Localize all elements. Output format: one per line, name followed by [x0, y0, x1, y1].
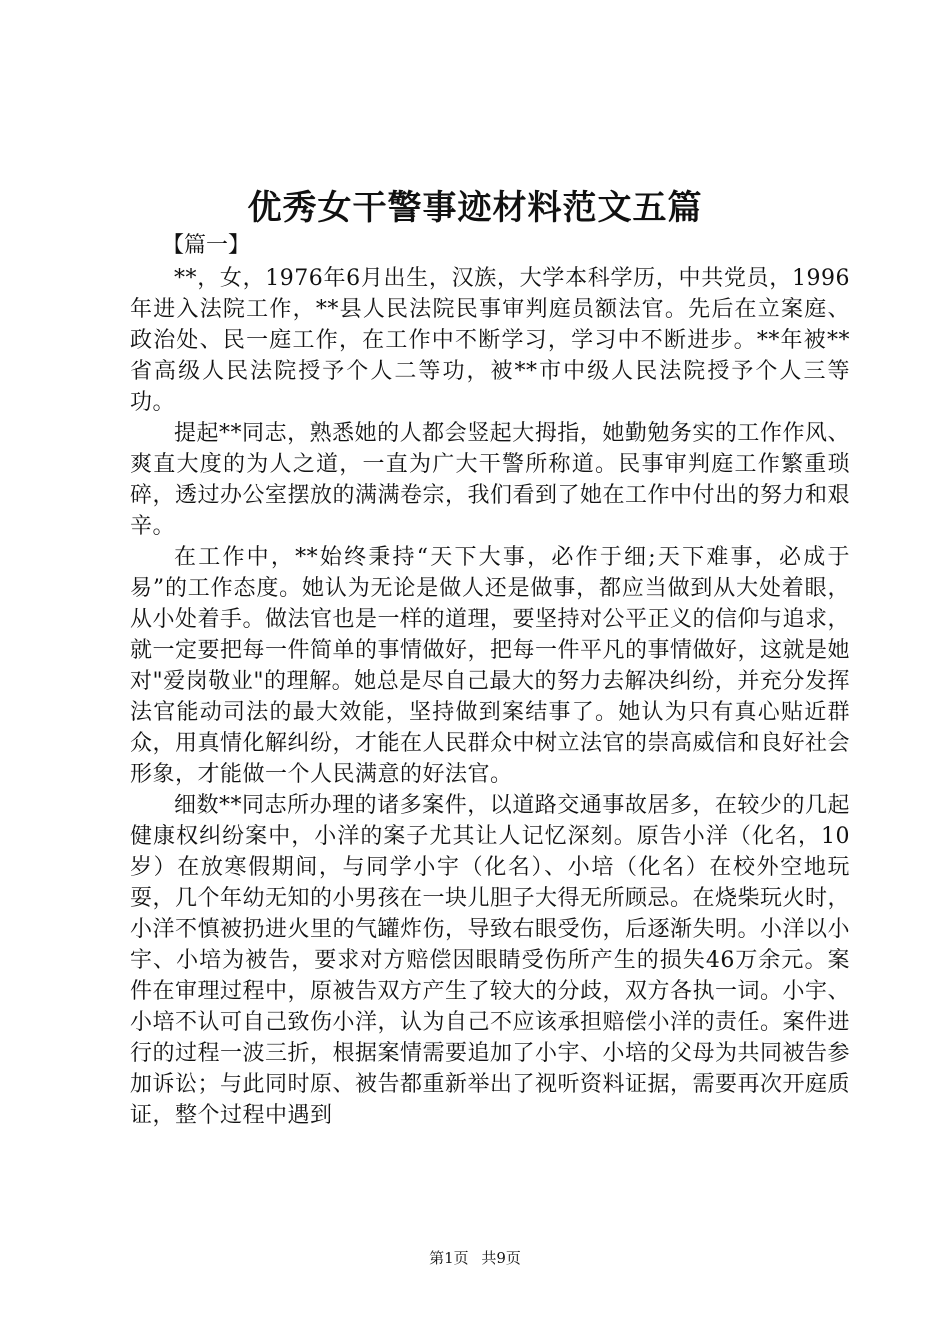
document-title: 优秀女干警事迹材料范文五篇	[247, 188, 703, 228]
paragraph-4: 细数**同志所办理的诸多案件，以道路交通事故居多，在较少的几起健康权纠纷案中，小洋的案子尤其让人记忆深刻。原告小洋（化名，10岁）在放寒假期间，与同学小宇（化名）、小培（化名）在校外空地玩耍，几个年幼无知的小男孩在一块儿胆子大得无所顾忌。在烧柴玩火时，小洋不慎被扔进火里的气罐炸伤，导致右眼受伤，后逐渐失明。小洋以小宇、小培为被告，要求对方赔偿因眼睛受伤所产生的损失46万余元。案件在审理过程中，原被告双方产生了较大的分歧，双方各执一词。小宇、小培不认可自己致伤小洋，认为自己不应该承担赔偿小洋的责任。案件进行的过程一波三折，根据案情需要追加了小宇、小培的父母为共同被告参加诉讼；与此同时原、被告都重新举出了视听资料证据，需要再次开庭质证，整个过程中遇到	[130, 793, 851, 1128]
paragraph-1: **，女，1976年6月出生，汉族，大学本科学历，中共党员，1996年进入法院工作，**县人民法院民事审判庭员额法官。先后在立案庭、政治处、民一庭工作，在工作中不断学习，学习中不断进步。**年被**省高级人民法院授予个人二等功，被**市中级人民法院授予个人三等功。	[130, 266, 850, 415]
page-footer	[0, 1248, 950, 1268]
section-label: 【篇一】	[162, 233, 251, 258]
paragraph-2: 提起**同志，熟悉她的人都会竖起大拇指，她勤勉务实的工作作风、爽直大度的为人之道，一直为广大干警所称道。民事审判庭工作繁重琐碎，透过办公室摆放的满满卷宗，我们看到了她在工作中付出的努力和艰辛。	[130, 421, 851, 539]
page-number-current: 第1页	[429, 1249, 469, 1267]
paragraph-3: 在工作中，**始终秉持“天下大事，必作于细;天下难事，必成于易”的工作态度。她认为无论是做人还是做事，都应当做到从大处着眼，从小处着手。做法官也是一样的道理，要坚持对公平正义的信仰与追求，就一定要把每一件简单的事情做好，把每一件平凡的事情做好，这就是她对"爱岗敬业"的理解。她总是尽自己最大的努力去解决纠纷，并充分发挥法官能动司法的最大效能，坚持做到案结事了。她认为只有真心贴近群众，用真情化解纠纷，才能在人民群众中树立法官的崇高威信和良好社会形象，才能做一个人民满意的好法官。	[130, 545, 851, 787]
document-body	[130, 230, 850, 1131]
page-number-total: 共9页	[481, 1249, 521, 1267]
